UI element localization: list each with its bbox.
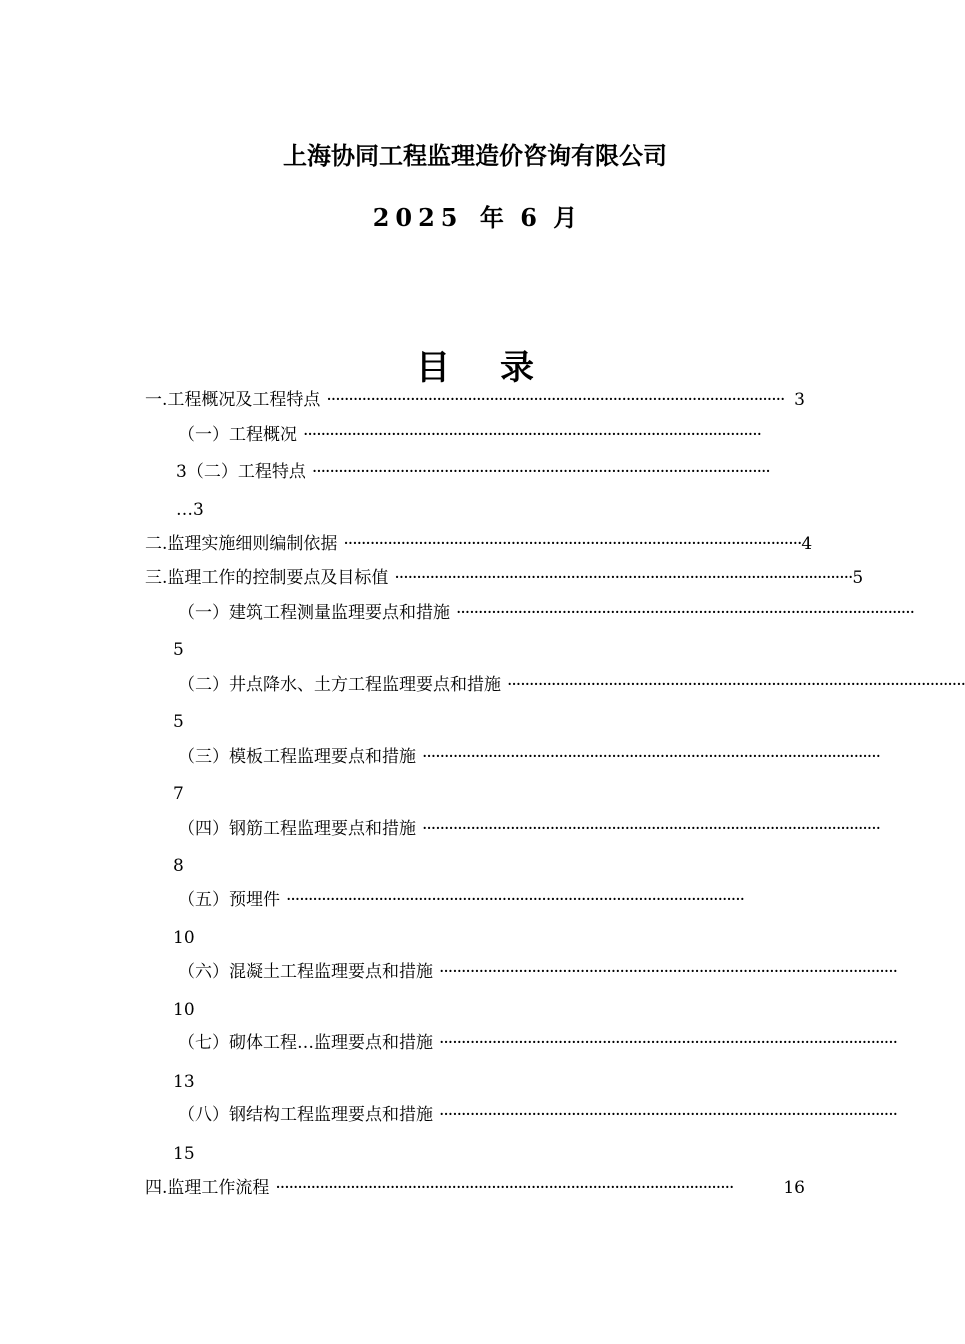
toc-entry[interactable] [178, 817, 880, 841]
toc-entry-page: 10 [173, 928, 195, 948]
toc-entry-page: 15 [173, 1144, 195, 1164]
date-year: 2025 [372, 203, 464, 232]
toc-entry[interactable] [178, 888, 805, 912]
toc-leader: ········································································································ [326, 390, 785, 410]
toc-entry-page: 4 [801, 534, 813, 554]
toc-leader: ········································································································ [275, 1178, 734, 1198]
toc-entry-label: （一）建筑工程测量监理要点和措施 [178, 603, 450, 623]
toc-leader: ········································································································ [456, 603, 914, 623]
toc-entry-page: 10 [173, 1000, 195, 1020]
company-name: 上海协同工程监理造价咨询有限公司 [283, 141, 667, 170]
toc-entry[interactable] [176, 460, 805, 484]
toc-entry-page: 5 [852, 568, 864, 588]
document-date [0, 198, 950, 233]
toc-entry-label: （四）钢筋工程监理要点和措施 [178, 819, 416, 839]
toc-entry-page: 5 [173, 712, 184, 732]
toc-entry-label: 一.工程概况及工程特点 [145, 390, 321, 410]
toc-entry-page: 5 [173, 640, 184, 660]
toc-entry-label: 四.监理工作流程 [145, 1178, 270, 1198]
toc-entry-page: 8 [173, 856, 184, 876]
toc-entry[interactable] [178, 423, 805, 447]
toc-entry-label: （三）模板工程监理要点和措施 [178, 747, 416, 767]
toc-leader: ········································································································ [439, 962, 897, 982]
toc-entry-label: （五）预埋件 [178, 890, 280, 910]
toc-entry-page: 16 [783, 1178, 805, 1198]
toc-entry-label: （八）钢结构工程监理要点和措施 [178, 1105, 433, 1125]
toc-entry[interactable] [145, 532, 813, 556]
toc-leader: ········································································································ [286, 890, 744, 910]
toc-leader: ········································································································ [439, 1033, 897, 1053]
toc-leader: ········································································································ [422, 819, 880, 839]
toc-entry[interactable] [178, 1103, 897, 1127]
date-month-unit: 月 [553, 203, 578, 232]
toc-entry[interactable] [145, 566, 864, 590]
toc-leader: ········································································································ [394, 568, 853, 588]
toc-entry-label: （七）砌体工程…监理要点和措施 [178, 1033, 433, 1053]
toc-leader: ········································································································ [343, 534, 802, 554]
toc-entry[interactable] [145, 388, 805, 412]
toc-entry[interactable] [145, 1176, 805, 1200]
toc-entry-label: 二.监理实施细则编制依据 [145, 534, 338, 554]
toc-entry-label: （六）混凝土工程监理要点和措施 [178, 962, 433, 982]
toc-title-char-2: 录 [500, 348, 534, 388]
toc-entry[interactable] [178, 960, 897, 984]
date-year-unit: 年 [479, 203, 504, 232]
toc-leader: ········································································································ [311, 462, 770, 482]
toc-entry-label: （二）井点降水、土方工程监理要点和措施 [178, 675, 501, 695]
toc-title-char-1: 目 [416, 348, 450, 388]
toc-entry[interactable] [178, 673, 965, 697]
toc-entry[interactable] [178, 745, 880, 769]
toc-title [0, 340, 950, 389]
toc-leader: ········································································································ [422, 747, 880, 767]
toc-entry-label: （一）工程概况 [178, 425, 297, 445]
date-month: 6 [520, 203, 537, 232]
toc-entry-page: 3 [794, 390, 805, 410]
toc-leader: ········································································································ [439, 1105, 897, 1125]
toc-leader: ········································································································ [507, 675, 965, 695]
toc-entry-label: 三.监理工作的控制要点及目标值 [145, 568, 389, 588]
toc-leader: ········································································································ [303, 425, 761, 445]
toc-entry-page: 7 [173, 784, 184, 804]
toc-entry-label: 3（二）工程特点 [176, 462, 306, 482]
toc-entry[interactable] [178, 601, 914, 625]
toc-entry-continuation: …3 [176, 500, 204, 520]
toc-entry-page: 13 [173, 1072, 195, 1092]
toc-entry[interactable] [178, 1031, 897, 1055]
